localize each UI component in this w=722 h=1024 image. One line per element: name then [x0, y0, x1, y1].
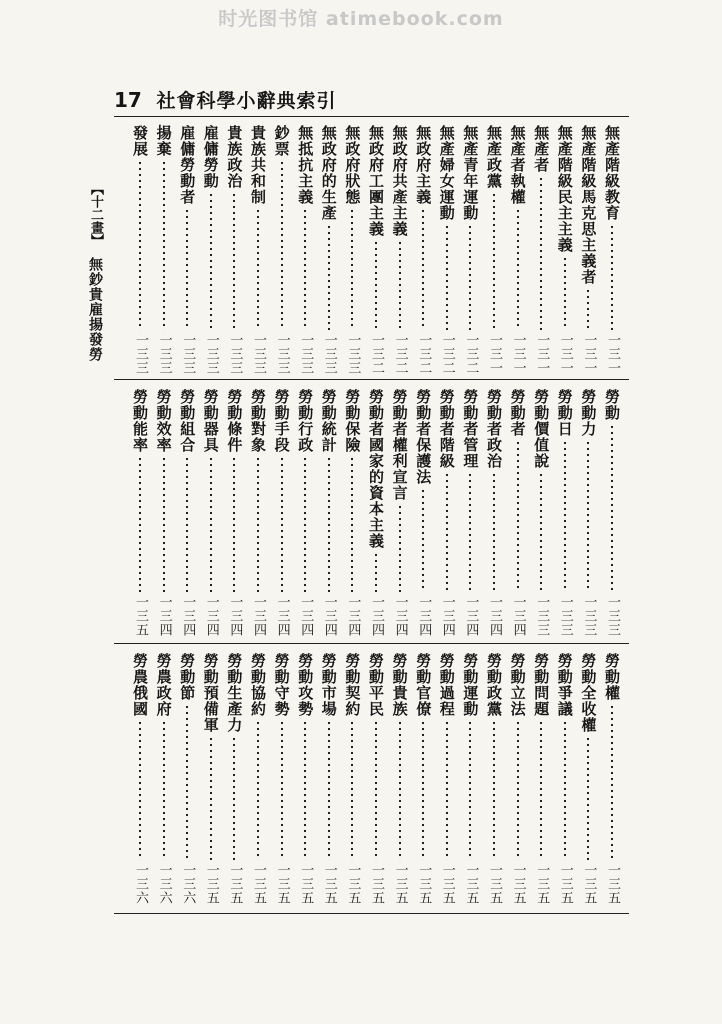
- index-term: 無產階級民主主義: [555, 125, 574, 253]
- dot-leader: [328, 456, 330, 592]
- index-page-number: 一三一: [510, 333, 526, 375]
- index-term: 勞動者權利宣言: [390, 389, 409, 501]
- dot-leader: [304, 720, 306, 860]
- dot-leader: [564, 440, 566, 592]
- dot-leader: [611, 224, 613, 330]
- index-entry: [554, 125, 576, 375]
- index-term: 勞動力: [579, 389, 598, 437]
- index-page-number: 一三二: [392, 333, 408, 375]
- index-entry: [554, 389, 576, 637]
- dot-leader: [139, 720, 141, 860]
- index-entry: [200, 653, 222, 905]
- index-entry: [129, 389, 151, 637]
- index-page-number: 一三四: [227, 595, 243, 637]
- index-page-number: 一三四: [369, 595, 384, 637]
- page-header: [114, 86, 336, 113]
- index-page-number: 一三五: [251, 863, 266, 905]
- index-page-number: 一三四: [439, 595, 455, 637]
- dot-leader: [351, 720, 353, 860]
- index-term: 勞動者管理: [461, 389, 480, 469]
- index-term: 雇傭勞動: [201, 125, 220, 189]
- dot-leader: [493, 192, 495, 330]
- index-term: 勞動運動: [461, 653, 480, 717]
- index-term: 勞動組合: [178, 389, 197, 453]
- index-entry: [436, 653, 458, 905]
- index-entry: [200, 125, 222, 375]
- dot-leader: [375, 552, 377, 592]
- index-page-number: 一三三: [298, 333, 314, 375]
- index-entry: [153, 125, 175, 375]
- index-entry: [318, 125, 340, 375]
- dot-leader: [210, 736, 212, 860]
- index-entry: [389, 389, 411, 637]
- dot-leader: [304, 456, 306, 592]
- dot-leader: [163, 160, 165, 330]
- dot-leader: [351, 208, 353, 330]
- index-page-number: 一三一: [557, 333, 573, 375]
- dot-leader: [564, 720, 566, 860]
- index-term: 勞動貴族: [390, 653, 409, 717]
- dot-leader: [210, 192, 212, 330]
- index-term: 勞動權: [603, 653, 621, 701]
- index-entry: [483, 125, 505, 375]
- index-entry: [507, 653, 529, 905]
- index-block-2: [114, 389, 629, 637]
- index-page-number: 一三三: [251, 333, 266, 375]
- dot-leader: [446, 224, 448, 330]
- index-page-number: 一三一: [534, 333, 550, 375]
- index-entry: [223, 653, 245, 905]
- index-page-number: 一三四: [487, 595, 502, 637]
- index-entry: [554, 653, 576, 905]
- index-page-number: 一三五: [133, 595, 148, 637]
- dot-leader: [587, 440, 589, 592]
- index-entry: [223, 125, 245, 375]
- index-entry: [459, 389, 481, 637]
- index-entry: [294, 653, 316, 905]
- dot-leader: [422, 208, 424, 330]
- index-entry: [223, 389, 245, 637]
- index-page-number: 一三五: [227, 863, 243, 905]
- index-page-number: 一三四: [510, 595, 526, 637]
- dot-leader: [257, 720, 259, 860]
- index-page-number: 一三三: [227, 333, 243, 375]
- row-divider: [114, 379, 629, 380]
- index-page-number: 一三四: [274, 595, 290, 637]
- index-page-number: 一三三: [180, 333, 196, 375]
- index-term: 勞農俄國: [131, 653, 149, 717]
- dot-leader: [422, 488, 424, 592]
- dot-leader: [611, 704, 613, 860]
- index-entry: [459, 653, 481, 905]
- index-entry: [530, 653, 552, 905]
- index-term: 勞動條件: [225, 389, 244, 453]
- index-page-number: 一三四: [416, 595, 432, 637]
- index-entry: [294, 125, 316, 375]
- index-term: 勞動契約: [343, 653, 362, 717]
- dot-leader: [163, 720, 165, 860]
- index-page-number: 一三三: [203, 333, 219, 375]
- dot-leader: [399, 720, 401, 860]
- dot-leader: [210, 456, 212, 592]
- dot-leader: [351, 456, 353, 592]
- index-page-number: 一三五: [487, 863, 502, 905]
- index-entry: [365, 653, 387, 905]
- index-page-number: 一三六: [180, 863, 196, 905]
- index-term: 勞動政黨: [485, 653, 503, 717]
- index-term: 勞動手段: [272, 389, 291, 453]
- dot-leader: [517, 208, 519, 330]
- index-page-number: 一三五: [557, 863, 573, 905]
- index-page-number: 一三五: [274, 863, 290, 905]
- index-page-number: 一三三: [605, 595, 620, 637]
- index-page-number: 一三一: [487, 333, 502, 375]
- index-term: 勞動價值說: [532, 389, 551, 469]
- dot-leader: [257, 456, 259, 592]
- index-entry: [341, 389, 363, 637]
- index-page-number: 一三三: [534, 595, 550, 637]
- index-entry: [318, 653, 340, 905]
- index-page-number: 一三三: [581, 595, 597, 637]
- index-term: 無產青年運動: [461, 125, 480, 221]
- index-term: 無政府工團主義: [367, 125, 385, 237]
- section-characters: 無鈔貴雇揚發勞: [87, 257, 103, 362]
- index-page-number: 一三四: [298, 595, 314, 637]
- index-entry: [153, 653, 175, 905]
- index-term: 發展: [131, 125, 149, 157]
- index-entry: [577, 653, 599, 905]
- index-entry: [247, 125, 269, 375]
- dot-leader: [281, 456, 283, 592]
- index-entry: [318, 389, 340, 637]
- index-page-number: 一三四: [203, 595, 219, 637]
- dot-leader: [399, 504, 401, 592]
- dot-leader: [186, 456, 188, 592]
- index-entry: [365, 125, 387, 375]
- dot-leader: [587, 288, 589, 330]
- index-term: 勞動守勢: [272, 653, 291, 717]
- index-page-number: 一三三: [274, 333, 290, 375]
- index-page-number: 一三二: [369, 333, 384, 375]
- page-number: 17: [114, 88, 142, 112]
- dot-leader: [540, 176, 542, 330]
- index-term: 勞動立法: [508, 653, 527, 717]
- index-term: 無政府的生產: [319, 125, 338, 221]
- index-entry: [129, 125, 151, 375]
- index-entry: [412, 125, 434, 375]
- index-term: 勞動協約: [249, 653, 267, 717]
- index-entry: [483, 389, 505, 637]
- page-title: 社會科學小辭典索引: [156, 90, 337, 112]
- index-page-number: 一三五: [321, 863, 337, 905]
- dot-leader: [163, 456, 165, 592]
- index-entry: [601, 389, 623, 637]
- index-term: 勞動: [603, 389, 621, 421]
- index-page-number: 一三四: [180, 595, 196, 637]
- dot-leader: [469, 472, 471, 592]
- index-page-number: 一三一: [605, 333, 620, 375]
- stroke-count-label: 【十二畫】: [88, 182, 103, 247]
- index-entry: [530, 389, 552, 637]
- index-page-number: 一三六: [133, 863, 148, 905]
- index-entry: [507, 389, 529, 637]
- dot-leader: [281, 720, 283, 860]
- dot-leader: [517, 720, 519, 860]
- index-term: 勞動器具: [201, 389, 220, 453]
- index-page-number: 一三五: [369, 863, 384, 905]
- index-entry: [200, 389, 222, 637]
- index-page-number: 一三五: [510, 863, 526, 905]
- index-entry: [483, 653, 505, 905]
- index-entry: [601, 653, 623, 905]
- dot-leader: [540, 472, 542, 592]
- index-term: 無產者: [532, 125, 551, 173]
- index-term: 勞動者保護法: [414, 389, 433, 485]
- dot-leader: [469, 720, 471, 860]
- dot-leader: [328, 224, 330, 330]
- index-entry: [459, 125, 481, 375]
- index-page-number: 一三五: [463, 863, 479, 905]
- index-term: 勞動行政: [296, 389, 315, 453]
- dot-leader: [493, 720, 495, 860]
- index-entry: [271, 389, 293, 637]
- index-term: 無產政黨: [485, 125, 503, 189]
- index-entry: [412, 389, 434, 637]
- dot-leader: [375, 720, 377, 860]
- index-page-number: 一三五: [605, 863, 620, 905]
- index-term: 鈔票: [272, 125, 291, 157]
- index-page-number: 一三四: [156, 595, 172, 637]
- index-entry: [271, 125, 293, 375]
- index-page-number: 一三五: [581, 863, 597, 905]
- index-entry: [129, 653, 151, 905]
- index-page-number: 一三五: [345, 863, 361, 905]
- index-page-number: 一三四: [463, 595, 479, 637]
- index-term: 勞動過程: [437, 653, 456, 717]
- index-entry: [176, 125, 198, 375]
- dot-leader: [139, 456, 141, 592]
- index-term: 貴族政治: [225, 125, 244, 189]
- dot-leader: [281, 160, 283, 330]
- index-term: 無產階級馬克思主義者: [579, 125, 598, 285]
- index-term: 勞動官僚: [414, 653, 433, 717]
- dot-leader: [446, 472, 448, 592]
- dot-leader: [587, 736, 589, 860]
- index-term: 勞動攻勢: [296, 653, 315, 717]
- index-entry: [176, 653, 198, 905]
- dot-leader: [328, 720, 330, 860]
- index-term: 勞農政府: [154, 653, 173, 717]
- index-entry: [294, 389, 316, 637]
- index-block-1: [114, 125, 629, 375]
- dot-leader: [304, 208, 306, 330]
- index-page-number: 一三三: [557, 595, 573, 637]
- dot-leader: [186, 208, 188, 330]
- index-term: 無政府共產主義: [390, 125, 409, 237]
- index-term: 勞動日: [555, 389, 574, 437]
- row-divider: [114, 643, 629, 644]
- index-term: 勞動問題: [532, 653, 551, 717]
- index-term: 勞動爭議: [555, 653, 574, 717]
- side-label: [82, 182, 108, 362]
- index-entry: [507, 125, 529, 375]
- index-page-number: 一三四: [345, 595, 361, 637]
- index-page-number: 一三五: [392, 863, 408, 905]
- index-entry: [530, 125, 552, 375]
- index-term: 勞動效率: [154, 389, 173, 453]
- index-term: 勞動全收權: [579, 653, 598, 733]
- index-term: 無產階級教育: [603, 125, 621, 221]
- dot-leader: [233, 736, 235, 860]
- dot-leader: [139, 160, 141, 330]
- dot-leader: [611, 424, 613, 592]
- index-term: 勞動能率: [131, 389, 149, 453]
- index-entry: [341, 125, 363, 375]
- index-entry: [247, 653, 269, 905]
- dot-leader: [517, 440, 519, 592]
- index-page-number: 一三二: [416, 333, 432, 375]
- index-term: 勞動保險: [343, 389, 362, 453]
- dot-leader: [186, 704, 188, 860]
- index-term: 無產婦女運動: [437, 125, 456, 221]
- dot-leader: [493, 472, 495, 592]
- index-term: 無政府主義: [414, 125, 433, 205]
- index-term: 勞動者階級: [437, 389, 456, 469]
- index-entry: [389, 125, 411, 375]
- index-entry: [176, 389, 198, 637]
- index-term: 勞動對象: [249, 389, 267, 453]
- index-block-3: [114, 653, 629, 905]
- index-page-number: 一三三: [133, 333, 148, 375]
- index-entry: [577, 389, 599, 637]
- index-page-number: 一三五: [203, 863, 219, 905]
- index-entry: [577, 125, 599, 375]
- index-page-number: 一三五: [416, 863, 432, 905]
- index-term: 勞動者國家的資本主義: [367, 389, 385, 549]
- index-entry: [412, 653, 434, 905]
- index-page-number: 一三五: [534, 863, 550, 905]
- index-page-number: 一三二: [463, 333, 479, 375]
- index-term: 揚棄: [154, 125, 173, 157]
- index-term: 無抵抗主義: [296, 125, 315, 205]
- index-term: 勞動者政治: [485, 389, 503, 469]
- index-entry: [153, 389, 175, 637]
- index-term: 勞動節: [178, 653, 197, 701]
- index-entry: [365, 389, 387, 637]
- index-entry: [341, 653, 363, 905]
- index-term: 無政府狀態: [343, 125, 362, 205]
- index-term: 無產者執權: [508, 125, 527, 205]
- index-page-number: 一三六: [156, 863, 172, 905]
- index-term: 勞動平民: [367, 653, 385, 717]
- index-term: 勞動統計: [319, 389, 338, 453]
- index-page-number: 一三三: [156, 333, 172, 375]
- index-frame: [114, 116, 629, 914]
- index-page-number: 一三五: [298, 863, 314, 905]
- dot-leader: [446, 720, 448, 860]
- dot-leader: [257, 208, 259, 330]
- dot-leader: [469, 224, 471, 330]
- index-term: 貴族共和制: [249, 125, 267, 205]
- index-entry: [436, 125, 458, 375]
- index-page-number: 一三五: [439, 863, 455, 905]
- index-term: 雇傭勞動者: [178, 125, 197, 205]
- dot-leader: [233, 456, 235, 592]
- index-page-number: 一三四: [251, 595, 266, 637]
- dot-leader: [375, 240, 377, 330]
- dot-leader: [422, 720, 424, 860]
- index-page-number: 一三四: [321, 595, 337, 637]
- index-page-number: 一三三: [321, 333, 337, 375]
- index-term: 勞動市場: [319, 653, 338, 717]
- dot-leader: [233, 192, 235, 330]
- watermark: 时光图书馆 atimebook.com: [218, 8, 504, 30]
- index-term: 勞動者: [508, 389, 527, 437]
- index-entry: [601, 125, 623, 375]
- index-entry: [436, 389, 458, 637]
- index-entry: [271, 653, 293, 905]
- index-page-number: 一三四: [392, 595, 408, 637]
- index-page-number: 一三二: [439, 333, 455, 375]
- index-term: 勞動預備軍: [201, 653, 220, 733]
- index-entry: [389, 653, 411, 905]
- dot-leader: [540, 720, 542, 860]
- index-term: 勞動生產力: [225, 653, 244, 733]
- index-entry: [247, 389, 269, 637]
- dot-leader: [564, 256, 566, 330]
- index-page-number: 一三三: [345, 333, 361, 375]
- index-page-number: 一三一: [581, 333, 597, 375]
- dot-leader: [399, 240, 401, 330]
